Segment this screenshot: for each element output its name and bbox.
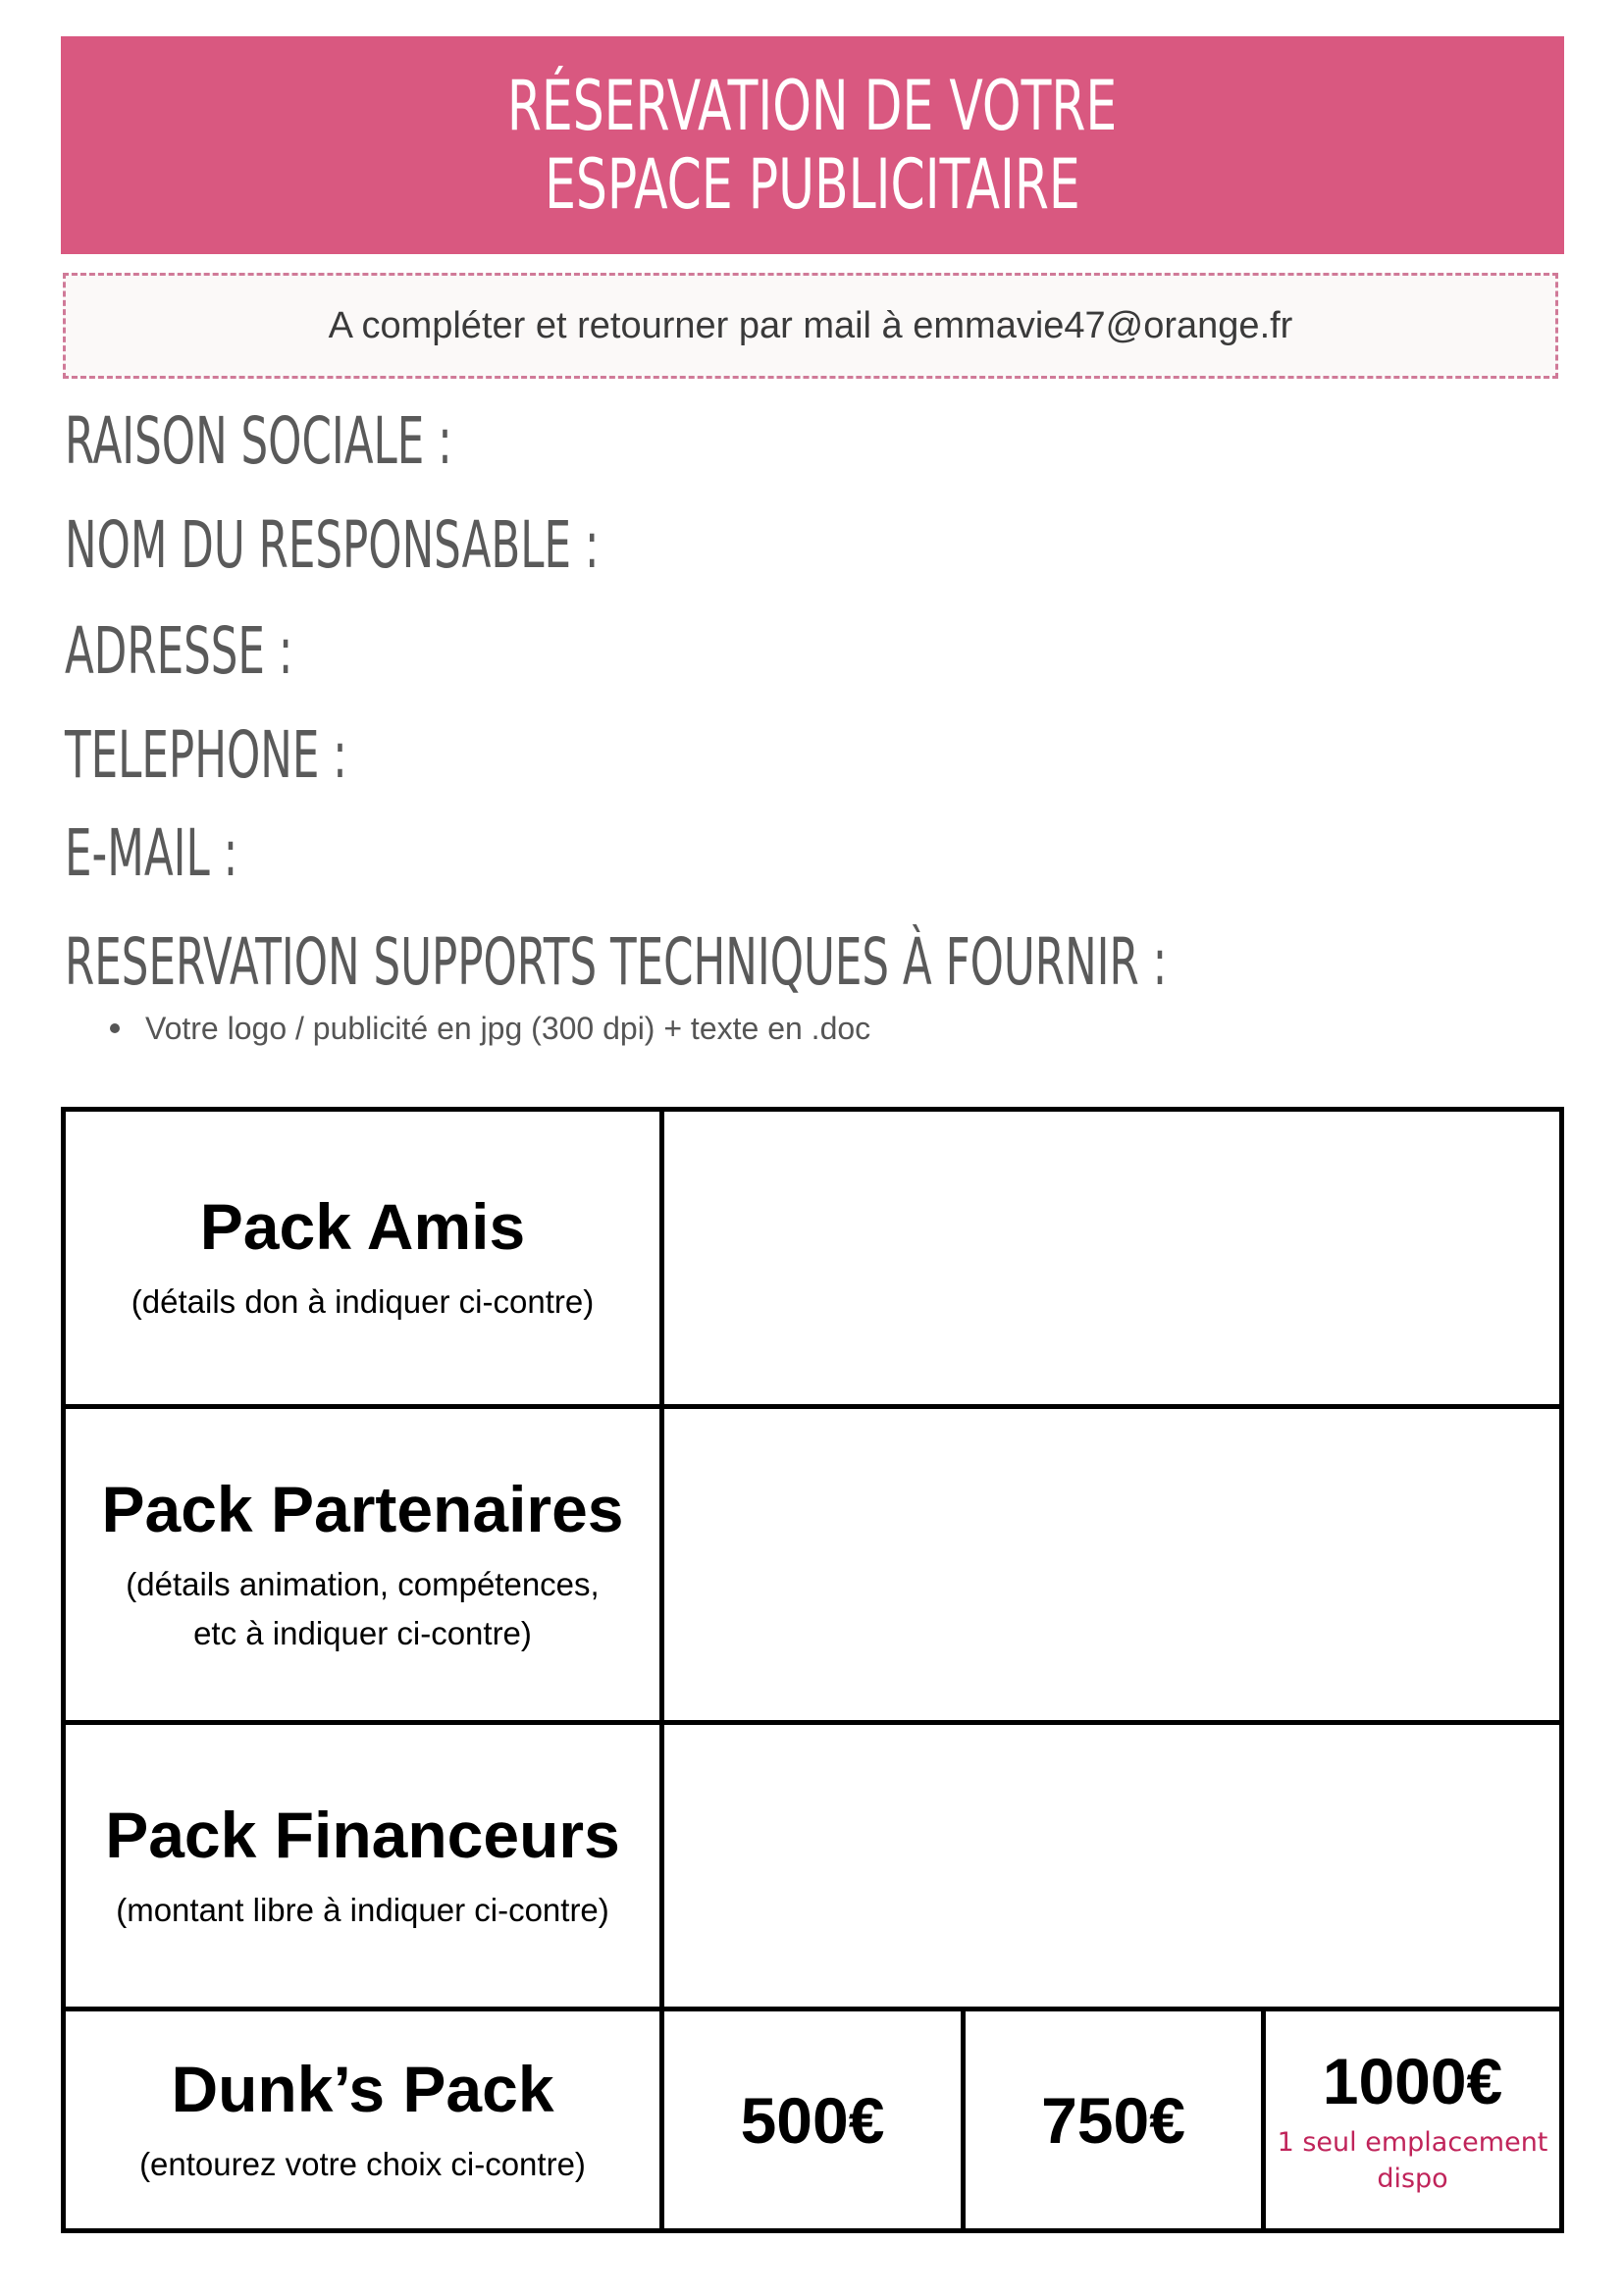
pack-description: (détails don à indiquer ci-contre)	[131, 1283, 595, 1320]
pack-description-line: etc à indiquer ci-contre)	[193, 1614, 532, 1651]
field-reservation-supports: RESERVATION SUPPORTS TECHNIQUES À FOURNIR :	[65, 924, 1168, 1000]
pack-description-line: (détails animation, compétences,	[126, 1565, 600, 1602]
pack-title: Dunk’s Pack	[171, 2052, 554, 2125]
field-email[interactable]: E-MAIL :	[65, 815, 238, 891]
field-telephone[interactable]: TELEPHONE :	[65, 717, 347, 793]
field-raison-sociale[interactable]: RAISON SOCIALE :	[65, 403, 452, 479]
field-nom-responsable[interactable]: NOM DU RESPONSABLE :	[65, 507, 600, 583]
pack-title: Pack Partenaires	[101, 1472, 624, 1545]
availability-note	[1278, 2124, 1548, 2197]
availability-note-line: dispo	[1377, 2163, 1448, 2194]
availability-note-line: 1 seul emplacement	[1277, 2126, 1548, 2158]
pack-partenaires-input-cell[interactable]	[659, 1404, 1564, 1725]
field-adresse[interactable]: ADRESSE :	[65, 613, 293, 689]
packs-table	[61, 1107, 1564, 2233]
dunks-option-750[interactable]	[961, 2007, 1266, 2233]
pack-title: Pack Amis	[199, 1190, 526, 1263]
bullet-icon	[110, 1023, 120, 1033]
pack-partenaires-label-cell	[61, 1404, 664, 1725]
instruction-text: A compléter et retourner par mail à emmavie47@orange.fr	[328, 304, 1293, 346]
dunks-pack-label-cell	[61, 2007, 664, 2233]
dunks-option-1000[interactable]	[1261, 2007, 1564, 2233]
pack-financeurs-label-cell	[61, 1720, 664, 2011]
pack-title: Pack Financeurs	[105, 1798, 620, 1871]
pack-financeurs-input-cell[interactable]	[659, 1720, 1564, 2011]
price-label: 1000€	[1322, 2044, 1503, 2117]
instruction-box	[63, 273, 1558, 379]
dunks-option-500[interactable]	[659, 2007, 966, 2233]
title-banner	[61, 36, 1564, 254]
price-label: 500€	[740, 2083, 885, 2157]
pack-description	[126, 1560, 599, 1658]
pack-amis-label-cell	[61, 1107, 664, 1409]
supports-item-text: Votre logo / publicité en jpg (300 dpi) + texte en .doc	[145, 1011, 871, 1046]
pack-amis-input-cell[interactable]	[659, 1107, 1564, 1409]
price-label: 750€	[1041, 2083, 1185, 2157]
title-line-1: RÉSERVATION DE VOTRE	[507, 66, 1118, 146]
supports-list-item	[110, 1011, 870, 1047]
pack-description: (montant libre à indiquer ci-contre)	[116, 1891, 609, 1928]
pack-description: (entourez votre choix ci-contre)	[139, 2145, 586, 2182]
title-line-2: ESPACE PUBLICITAIRE	[545, 144, 1080, 225]
